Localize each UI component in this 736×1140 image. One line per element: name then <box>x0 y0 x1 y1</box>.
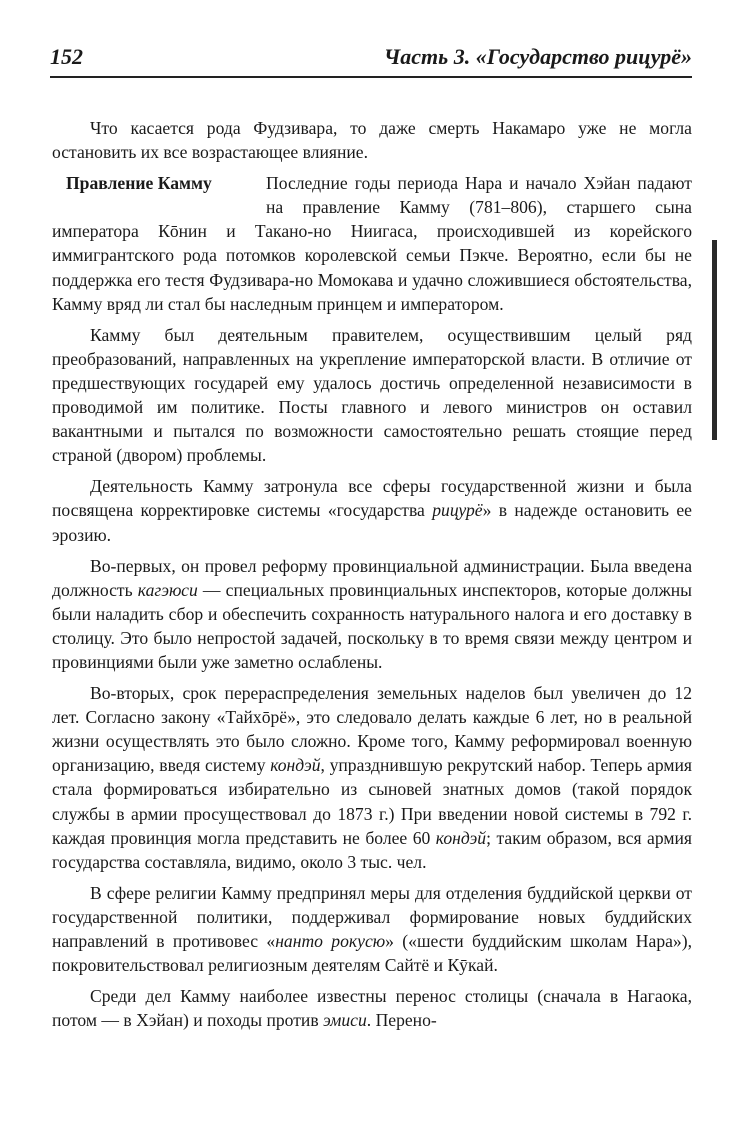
italic-term: кагэюси <box>137 579 198 600</box>
paragraph-1: Что касается рода Фудзивара, то даже смерть Накамаро уже не могла остановить их все возрастающее влияние. <box>52 118 692 163</box>
text-run: . Перено- <box>366 1010 437 1031</box>
paragraph-4 <box>52 474 692 546</box>
page-number: 152 <box>50 44 83 69</box>
text-run: ; таким образом, вся армия государства составляла, видимо, около 3 тыс. чел. <box>52 827 692 872</box>
text-run: Во-вторых, срок перераспределения земельных наделов был увеличен до 12 лет. Согласно закону «Тайхōрё», это следовало делать каждые 6 лет, но в реальной жизни осуществлять это было сложно. Кроме того, Камму реформировал военную организацию, введя систему <box>52 683 692 776</box>
italic-term: кондэй <box>270 755 321 776</box>
italic-term: нанто рокусю <box>275 931 386 951</box>
paragraph-6 <box>52 681 692 874</box>
paragraph-2: Последние годы периода Нара и начало Хэйан падают на правление Камму (781–806), старшего сына императора Кōнин и Такано-но Ниигаса, происходившей из корейского иммигрантского рода потомков королевской семьи Пэкче. Вероятно, если бы не поддержка его тестя Фудзивара-но Момокава и удачно сложившиеся обстоятельства, Камму вряд ли стал бы наследным принцем и императором. <box>52 173 692 314</box>
section-heading: Правление Камму <box>66 173 212 194</box>
page-body <box>52 116 692 1039</box>
text-run: — специальных провинциальных инспекторов, которые должны были наладить сбор и обеспечить сохранность натурального налога и его доставку в столицу. Это было непростой задачей, поскольку в то время связи между центром и провинциями были уже заметно ослаблены. <box>52 579 693 672</box>
text-run: Во-первых, он провел реформу провинциальной администрации. Была введена должность <box>52 555 692 600</box>
italic-term: кондэй <box>435 827 487 848</box>
paragraph-8 <box>52 984 692 1032</box>
running-title: Часть 3. «Государство рицурё» <box>383 44 692 69</box>
margin-rule <box>712 240 717 440</box>
text-run: » в надежде остановить ее эрозию. <box>52 500 692 545</box>
paragraph-3: Камму был деятельным правителем, осуществившим целый ряд преобразований, направленных на укрепление императорской власти. В отличие от предшествующих государей ему удалось достичь определенной независимости в проводимой им политике. Посты главного и левого министров он оставил вакантными и пытался по возможности самостоятельно решать стоящие перед страной (двором) проблемы. <box>52 324 692 466</box>
text-run: , упразднившую рекрутский набор. Теперь армия стала формироваться избирательно из сыновей знатных домов (такой порядок службы в армии просуществовал до 1873 г.) При введении новой системы в 792 г. каждая провинция могла представить не более 60 <box>52 755 692 848</box>
italic-term: эмиси <box>323 1010 367 1031</box>
paragraph-5 <box>52 554 692 674</box>
text-run: Среди дел Камму наиболее известны перенос столицы (сначала в Нагаока, потом — в Хэйан) и походы против <box>52 986 692 1031</box>
text-run: В сфере религии Камму предпринял меры для отделения буддийской церкви от государственной политики, поддерживал формирование новых буддийских направлений в противовес « <box>52 882 692 951</box>
text-run: » («шести буддийским школам Нара»), покровительствовал религиозным деятелям Сайтё и Кӯкай. <box>52 931 692 976</box>
page-header <box>50 44 692 78</box>
italic-term: рицурё <box>432 500 483 521</box>
paragraph-7 <box>52 881 692 977</box>
text-run: Деятельность Камму затронула все сферы государственной жизни и была посвящена корректировке системы «государства <box>52 476 692 521</box>
